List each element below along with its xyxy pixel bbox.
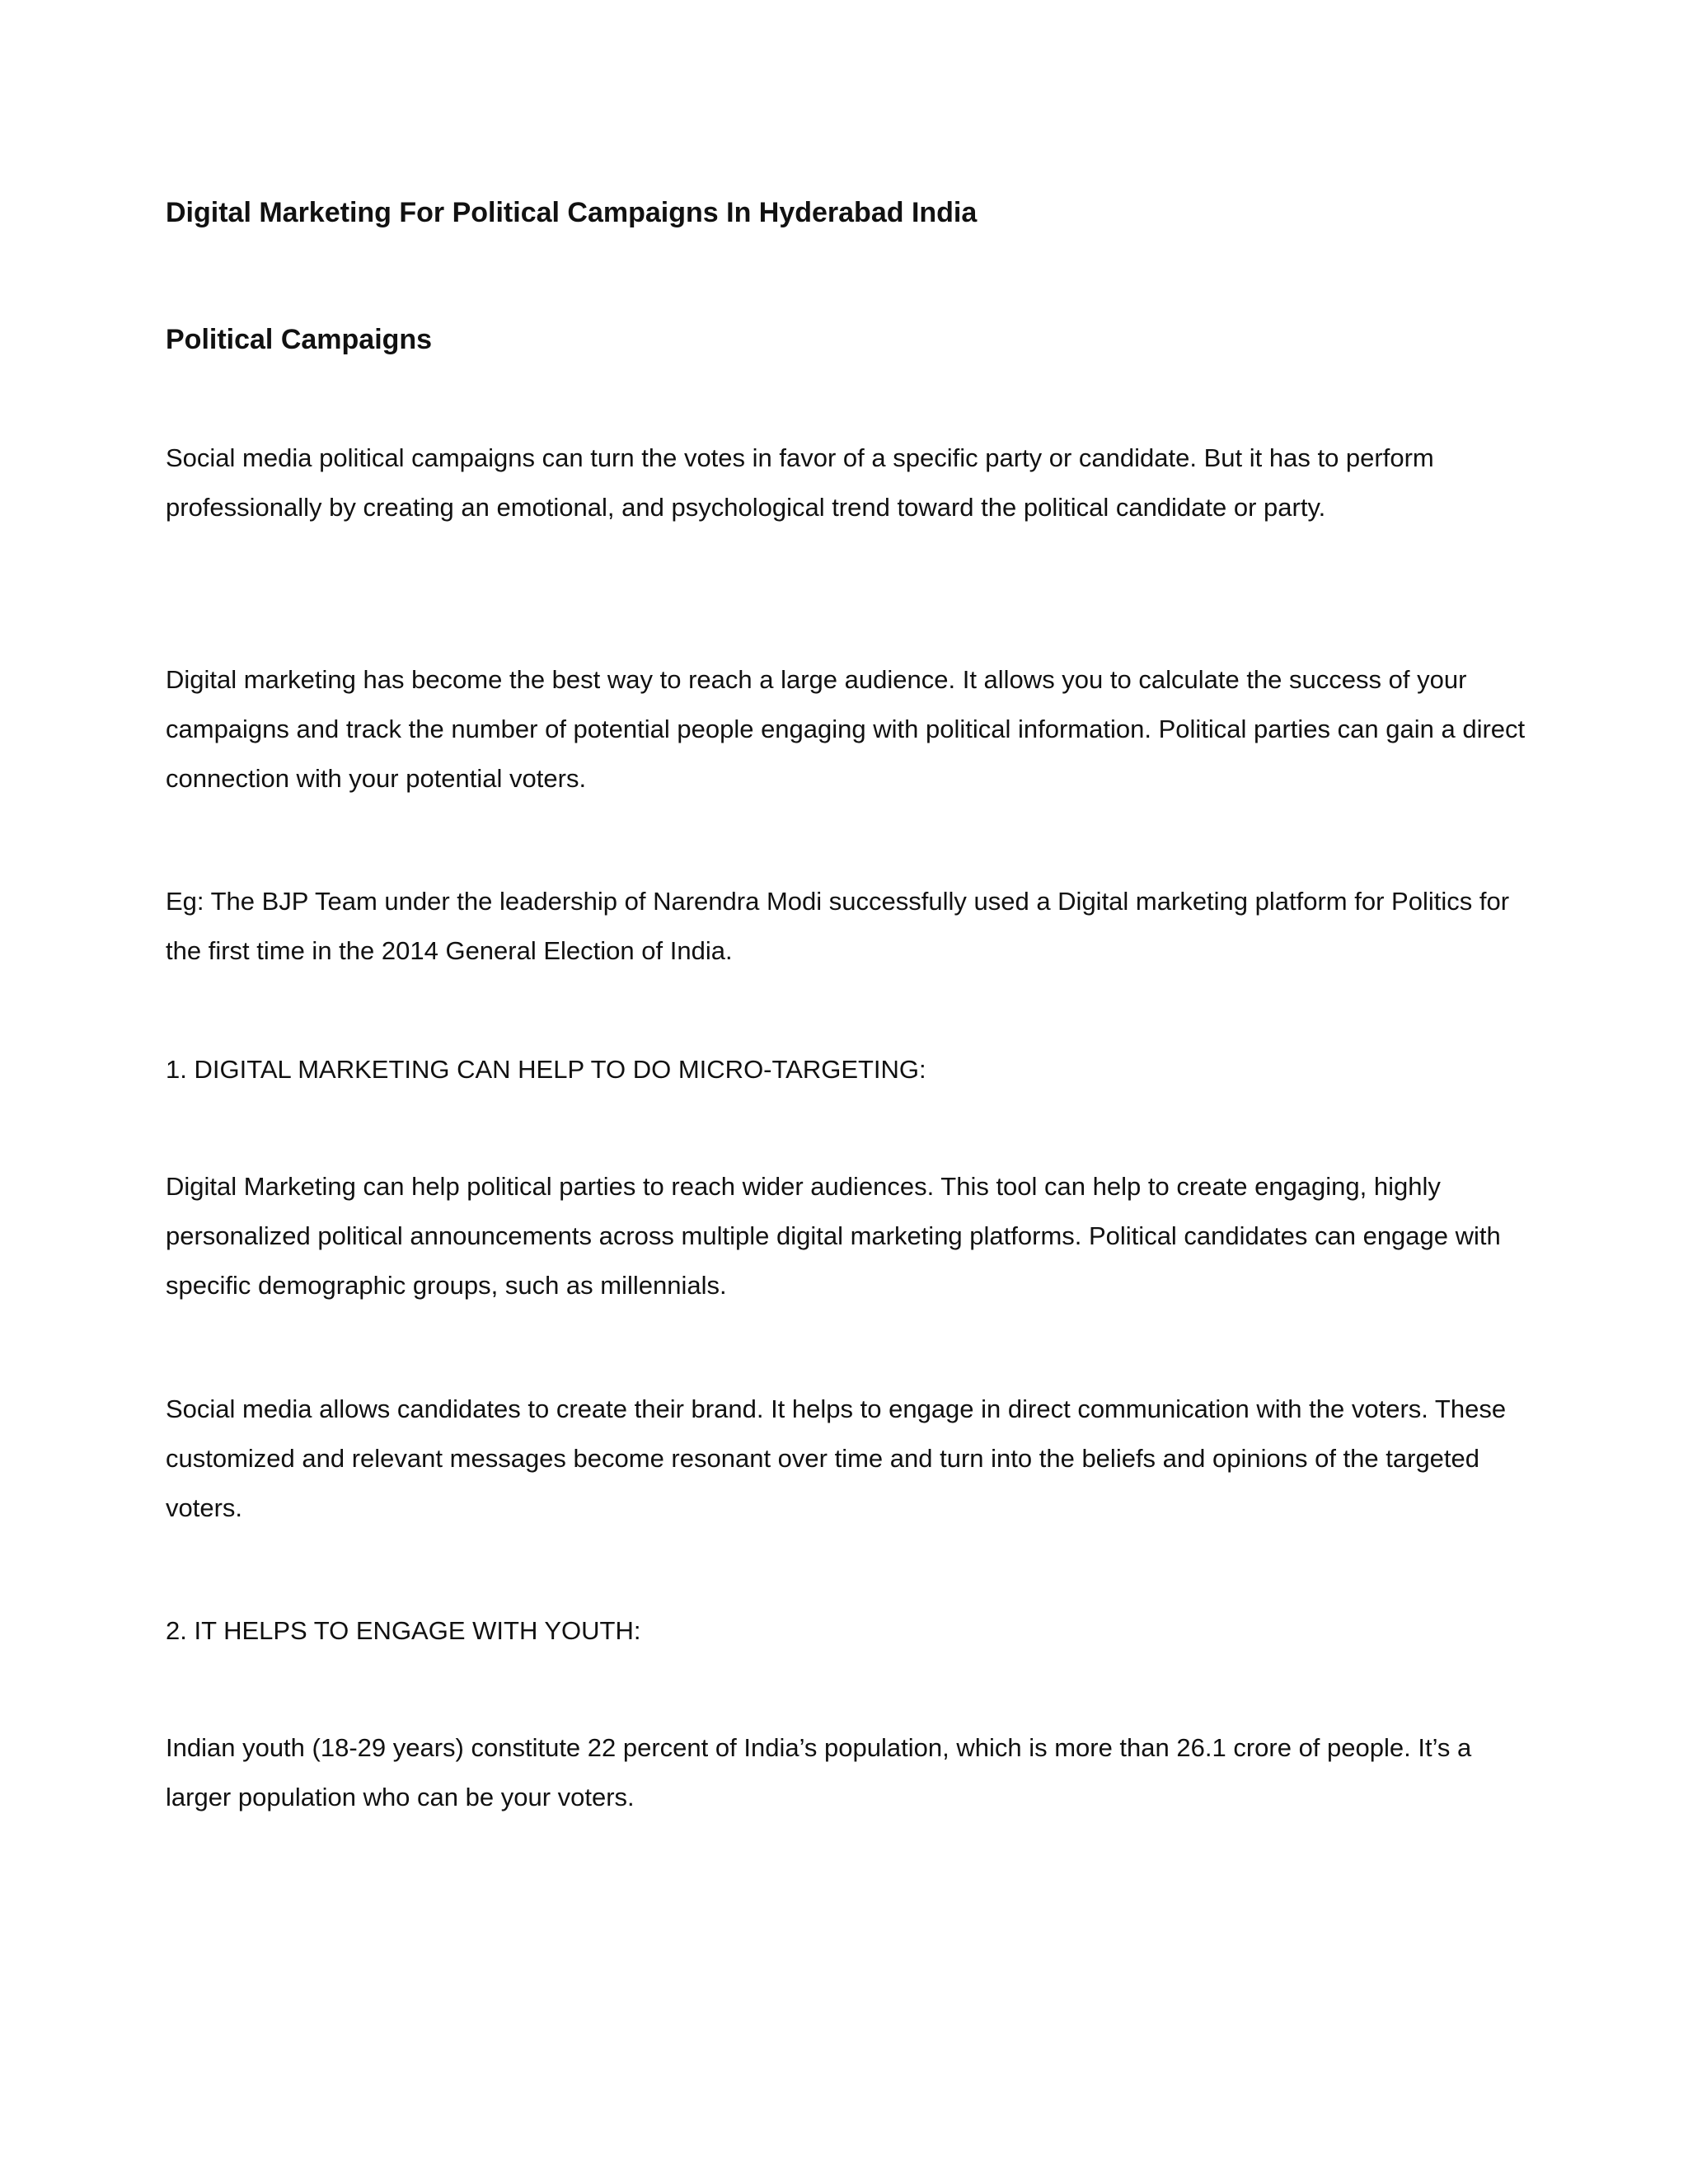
list-heading-micro-targeting: 1. DIGITAL MARKETING CAN HELP TO DO MICRO-TARGETING: [166,1055,926,1084]
list-heading-youth: 2. IT HELPS TO ENGAGE WITH YOUTH: [166,1616,641,1645]
document-title: Digital Marketing For Political Campaigns In Hyderabad India [166,197,978,228]
paragraph-youth: Indian youth (18-29 years) constitute 22 percent of India’s population, which is more than 26.1 crore of people. It’s a larger population who can be your voters. [166,1733,1472,1811]
section-heading: Political Campaigns [166,324,433,355]
paragraph-micro-targeting: Digital Marketing can help political parties to reach wider audiences. This tool can help to create engaging, highly personalized political announcements across multiple digital marketing platforms. Political candidates can engage with specific demographic groups, such as millennials. [166,1172,1501,1300]
paragraph-intro: Social media political campaigns can turn the votes in favor of a specific party or candidate. But it has to perform professionally by creating an emotional, and psychological trend toward the political candidate or party. [166,443,1434,522]
paragraph-brand: Social media allows candidates to create their brand. It helps to engage in direct communication with the voters. These customized and relevant messages become resonant over time and turn into the beliefs and opinions of the targeted voters. [166,1394,1507,1522]
paragraph-example: Eg: The BJP Team under the leadership of Narendra Modi successfully used a Digital marketing platform for Politics for the first time in the 2014 General Election of India. [166,887,1510,965]
paragraph-reach: Digital marketing has become the best way to reach a large audience. It allows you to calculate the success of your campaigns and track the number of potential people engaging with political information. Political parties can gain a direct connection with your potential voters. [166,665,1526,793]
